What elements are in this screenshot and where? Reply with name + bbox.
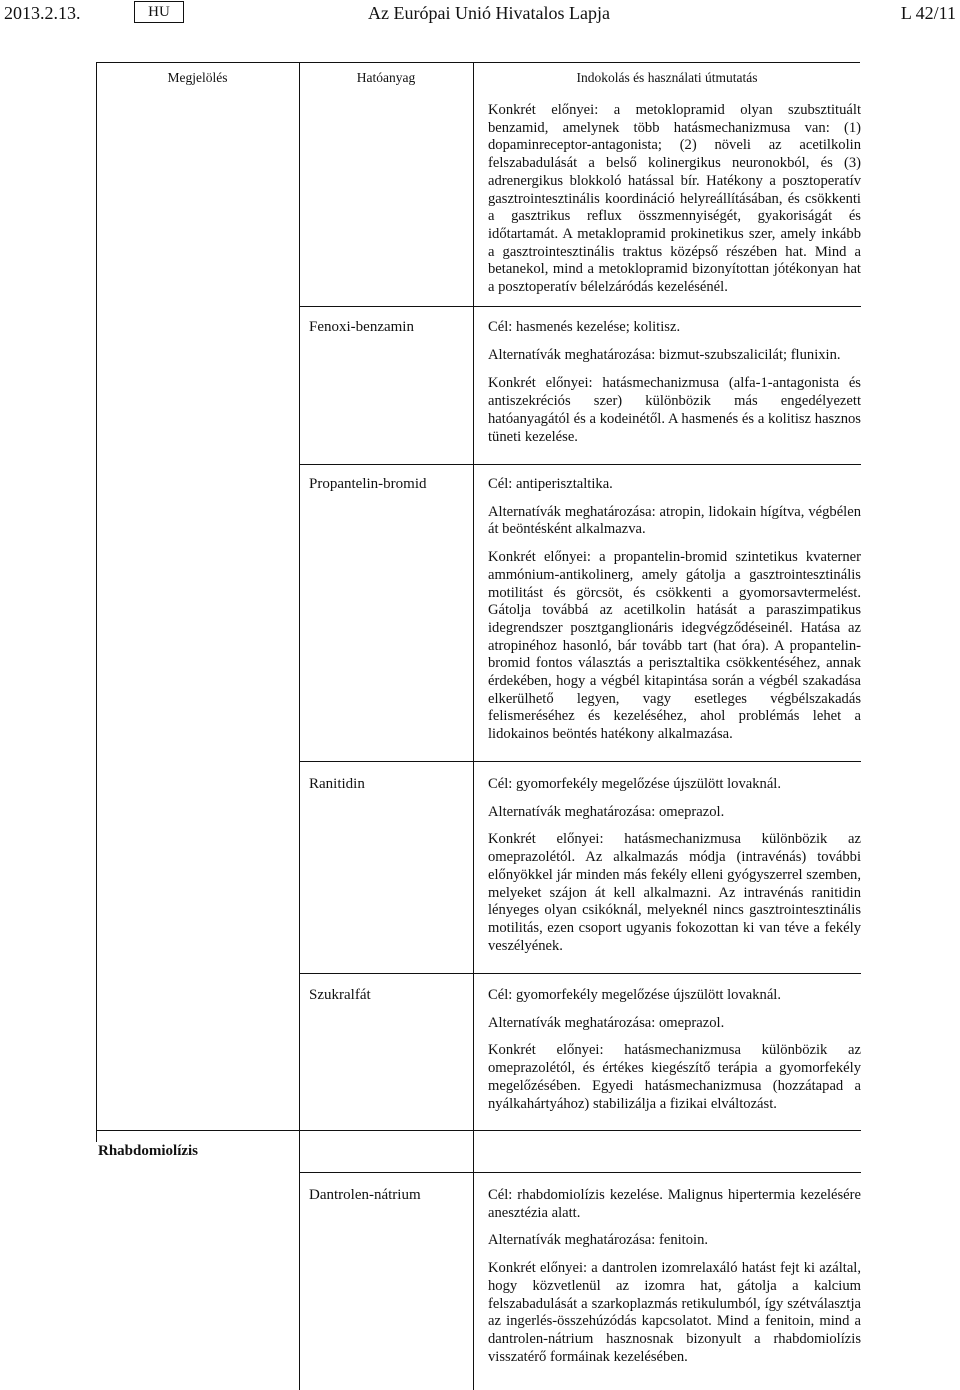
purpose-text: Cél: rhabdomiolízis kezelése. Malignus hipertermia kezelésére anesztézia alatt. bbox=[488, 1187, 861, 1221]
purpose-text: Cél: hasmenés kezelése; kolitisz. bbox=[488, 319, 681, 335]
column-header-substance: Hatóanyag bbox=[356, 70, 416, 85]
table-row bbox=[488, 776, 861, 955]
row-divider bbox=[299, 1172, 861, 1173]
purpose-text: Cél: gyomorfekély megelőzése újszülött lovaknál. bbox=[488, 987, 782, 1003]
alternatives-text: Alternatívák meghatározása: atropin, lidokain hígítva, végbélen át beöntésként alkalmazva. bbox=[488, 503, 861, 538]
substance-name: Fenoxi-benzamin bbox=[309, 319, 414, 335]
table-row bbox=[488, 319, 861, 446]
row-divider bbox=[299, 973, 861, 974]
page-header bbox=[0, 0, 960, 30]
substance-name: Ranitidin bbox=[309, 776, 365, 792]
table-left-border bbox=[96, 62, 97, 1142]
journal-title: Az Európai Unió Hivatalos Lapja bbox=[368, 3, 610, 23]
category-divider bbox=[96, 1130, 861, 1131]
advantages-text: Konkrét előnyei: hatásmechanizmusa (alfa-1-antagonista és antiszekréciós szer) különbözik más engedélyezett hatóanyagától és a kodeinétől. A hasmenés és a kolitisz hasznos tüneti kezelése. bbox=[488, 375, 861, 445]
substance-name: Dantrolen-nátrium bbox=[309, 1187, 421, 1203]
advantages-text: Konkrét előnyei: hatásmechanizmusa különbözik az omeprazolétól. Az alkalmazás módja (intravénás) további előnyökkel jár minden más fekély elleni gyógyszerrel szemben, melyeket szájon át kell alkalmazni. Az intravénás ranitidin lényeges olyan csikóknál, melyeknél nincs gasztrointesztinális motilitás, ezen csoport ugyanis fokozottan ki van téve a fekély veszélyének. bbox=[488, 831, 861, 954]
page-number: L 42/11 bbox=[900, 3, 956, 23]
purpose-text: Cél: gyomorfekély megelőzése újszülött lovaknál. bbox=[488, 776, 782, 792]
advantages-text: Konkrét előnyei: hatásmechanizmusa különbözik az omeprazolétól, és értékes kiegészítő terápia a gyomorfekély megelőzésében. Egyedi hatásmechanizmusa (hozzátapad a nyálkahártyához) stabilizálja a fizikai elváltozást. bbox=[488, 1042, 861, 1112]
purpose-text: Cél: antiperisztaltika. bbox=[488, 476, 613, 492]
advantages-text: Konkrét előnyei: a metoklopramid olyan szubsztituált benzamid, amelynek több hatásmechanizmusa van: (1) dopaminreceptor-antagonista; (2) növeli az acetilkolin felszabadulását a belső kolinergikus neuronokból, és (3) adrenergikus blokkoló hatással bír. Hatékony a posztoperatív gasztrointesztinális koordináció helyreállításában, és csökkenti a gasztrikus reflux összmennyiségét, gyakoriságát és időtartamát. A metaklopramid prokinetikus szer, amely inkább a gasztrointesztinális traktus középső részében hat. Mind a betanekol, mind a metoklopramid bizonyítottan jótékonyan hat a posztoperatív bélelzáródás kezelésénél. bbox=[488, 102, 861, 296]
substance-name: Propantelin-bromid bbox=[309, 476, 427, 492]
column-header-justification: Indokolás és használati útmutatás bbox=[576, 70, 758, 85]
alternatives-text: Alternatívák meghatározása: omeprazol. bbox=[488, 803, 725, 820]
table-row bbox=[488, 476, 861, 744]
substance-name: Szukralfát bbox=[309, 987, 371, 1003]
column-header-designation: Megjelölés bbox=[167, 70, 228, 85]
alternatives-text: Alternatívák meghatározása: omeprazol. bbox=[488, 1014, 725, 1031]
publication-date: 2013.2.13. bbox=[4, 3, 81, 23]
column-divider-2 bbox=[473, 62, 474, 1390]
row-divider bbox=[299, 306, 861, 307]
row-divider bbox=[299, 464, 861, 465]
advantages-text: Konkrét előnyei: a propantelin-bromid szintetikus kvaterner ammónium-antikolinerg, amely gátolja a gasztrointesztinális motilitást és görcsöt, és csökkenti a gyomorsavtermelést. Gátolja továbbá az acetilkolin hatását a paraszimpatikus idegrendszer posztganglionáris idegvégződéseinél. Hatása az atropinéhoz hasonló, bár tovább tart (hat óra). A propantelin-bromid fontos választás a perisztaltika csökkentéséhez, annak érdekében, hogy a végbél kitapintása során a végbél szakadása elkerülhető legyen, vagy esetleges végbélszakadás felismeréséhez és kezeléséhez, ahol problémás lehet a lidokainos beöntés hatékony alkalmazása. bbox=[488, 549, 861, 743]
alternatives-text: Alternatívák meghatározása: fenitoin. bbox=[488, 1232, 709, 1249]
table-row bbox=[488, 987, 861, 1113]
advantages-text: Konkrét előnyei: a dantrolen izomrelaxáló hatást fejt ki azáltal, hogy közvetlenül az izomra hat, gátolja a kalcium felszabadulását a szarkoplazmás retikulumból, így szétválasztja az ingerlés-összehúzódás kapcsolatot. Mind a fenitoin, mind a dantrolen-nátrium hasznosnak bizonyult a rhabdomiolízis visszatérő formáinak kezelésében. bbox=[488, 1260, 861, 1365]
column-divider-1 bbox=[299, 62, 300, 1390]
alternatives-text: Alternatívák meghatározása: bizmut-szubszalicilát; flunixin. bbox=[488, 346, 841, 363]
table-row-continuation bbox=[488, 102, 861, 297]
table-top-border bbox=[96, 62, 860, 63]
category-label: Rhabdomiolízis bbox=[98, 1143, 199, 1159]
language-badge: HU bbox=[134, 1, 184, 23]
row-divider bbox=[299, 761, 861, 762]
table-row bbox=[488, 1187, 861, 1366]
